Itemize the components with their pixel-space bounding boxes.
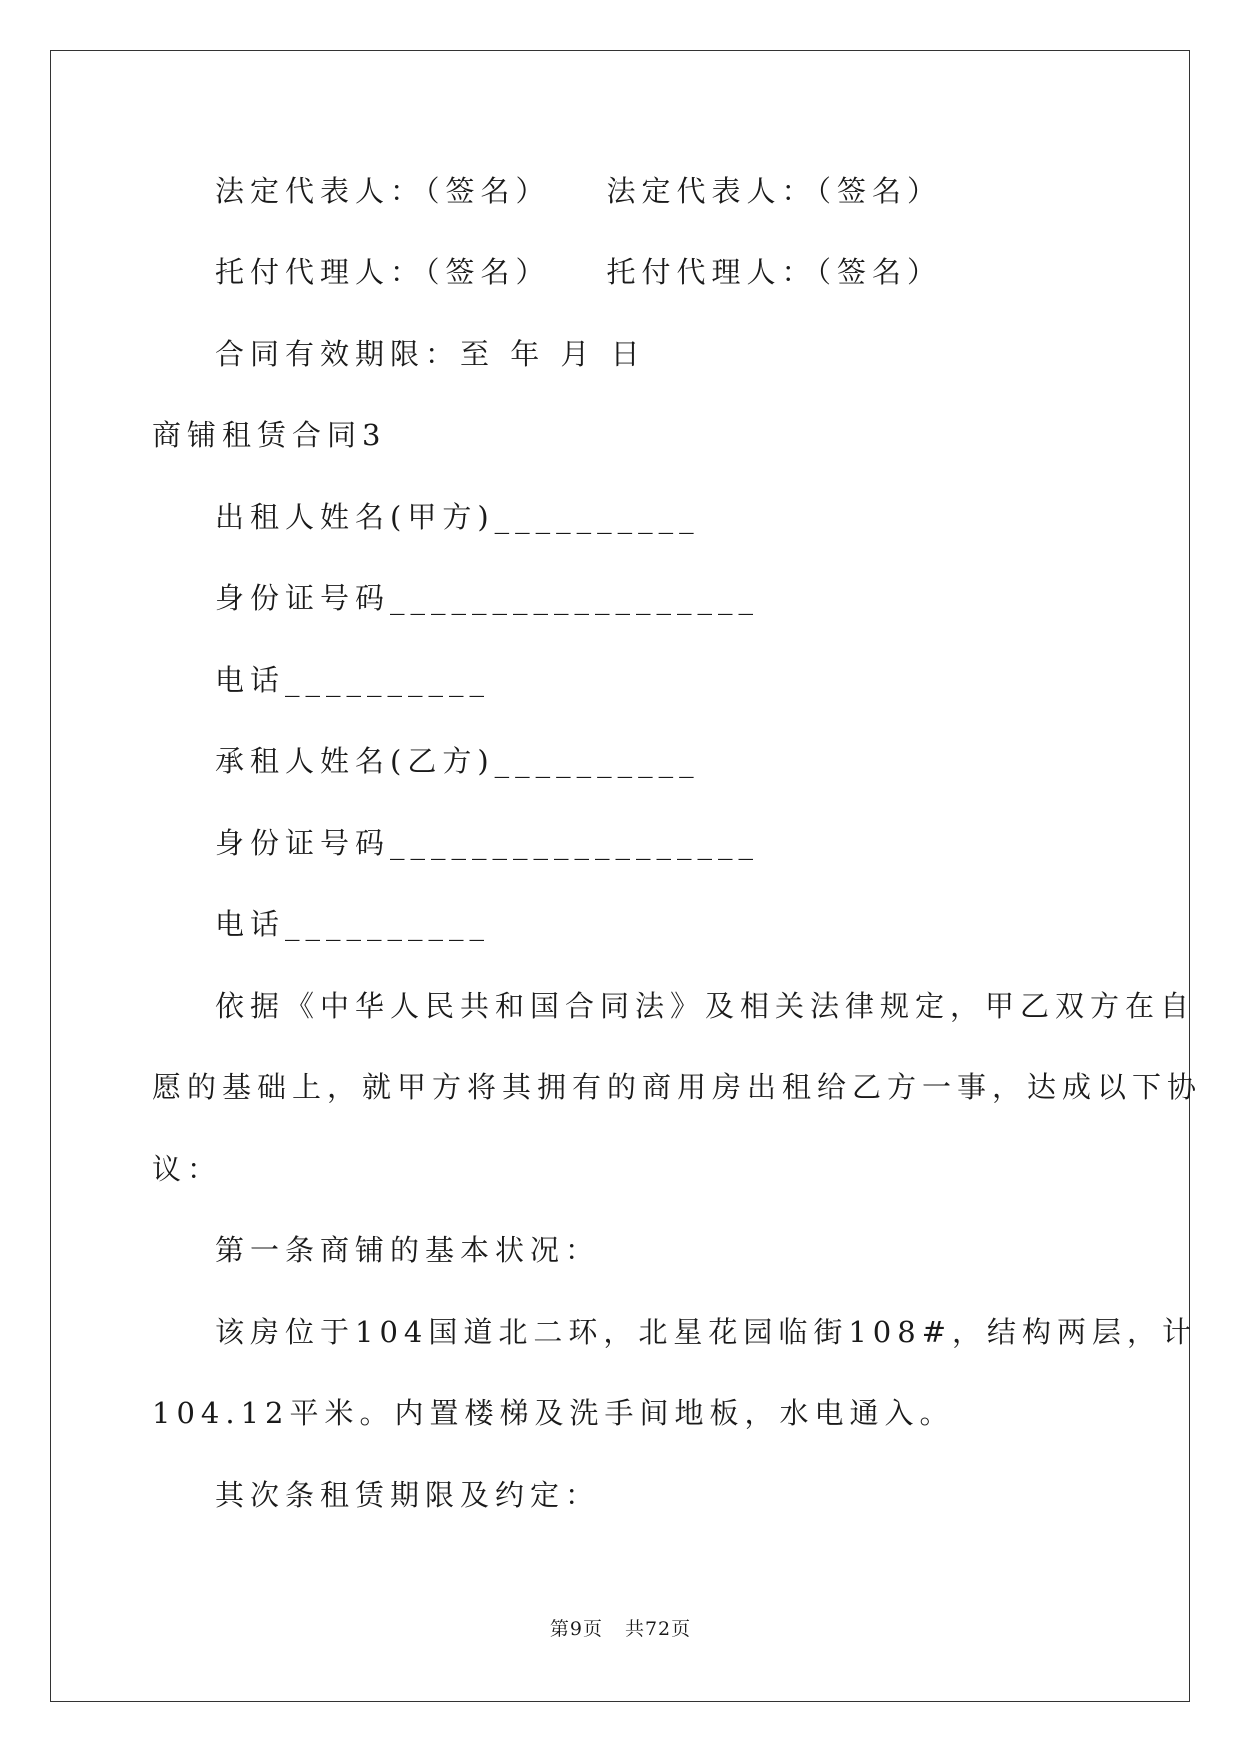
paragraph-line: 104.12平米。内置楼梯及洗手间地板，水电通入。	[152, 1396, 955, 1430]
page-frame	[50, 50, 1190, 1702]
lessor-id-line: 身份证号码__________________	[215, 581, 760, 615]
section-heading: 商铺租赁合同3	[152, 418, 387, 452]
page-total: 共72页	[624, 1618, 692, 1640]
signature-line-legal-rep	[215, 173, 942, 209]
page-number: 第9页	[549, 1618, 603, 1640]
lessee-id-line: 身份证号码__________________	[215, 826, 760, 860]
lessee-name-line: 承租人姓名(乙方)__________	[215, 744, 700, 778]
contract-term-line: 合同有效期限：至 年 月 日	[215, 337, 646, 371]
party-a-agent: 托付代理人：（签名）	[215, 255, 551, 289]
signature-line-agent	[215, 254, 942, 290]
lessor-phone-line: 电话__________	[215, 663, 491, 697]
page-footer	[0, 1614, 1241, 1641]
paragraph-line: 该房位于104国道北二环，北星花园临街108#，结构两层，计	[215, 1315, 1198, 1349]
paragraph-line: 依据《中华人民共和国合同法》及相关法律规定，甲乙双方在自	[215, 989, 1196, 1023]
lessee-phone-line: 电话__________	[215, 907, 491, 941]
paragraph-line: 愿的基础上，就甲方将其拥有的商用房出租给乙方一事，达成以下协	[152, 1070, 1203, 1104]
article-heading: 其次条租赁期限及约定：	[215, 1478, 601, 1512]
article-heading: 第一条商铺的基本状况：	[215, 1233, 601, 1267]
paragraph-line: 议：	[152, 1152, 223, 1186]
party-b-agent: 托付代理人：（签名）	[606, 255, 943, 289]
party-a-legal-rep: 法定代表人：（签名）	[215, 174, 551, 208]
lessor-name-line: 出租人姓名(甲方)__________	[215, 500, 700, 534]
party-b-legal-rep: 法定代表人：（签名）	[606, 174, 943, 208]
